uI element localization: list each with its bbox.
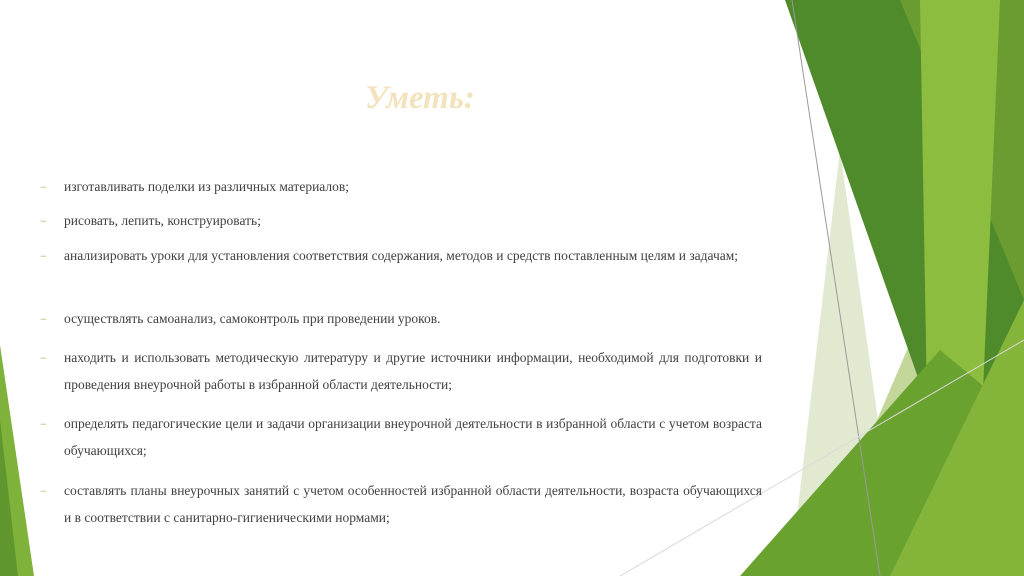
bullet-marker: − — [40, 214, 47, 228]
bullet-marker: − — [40, 249, 47, 263]
bullet-text: находить и использовать методическую литературу и другие источники информации, необходимой для подготовки и проведения внеурочной работы в избранной области деятельности; — [64, 350, 762, 392]
bullet-marker: − — [40, 484, 47, 498]
bullet-text: осуществлять самоанализ, самоконтроль при проведении уроков. — [64, 311, 441, 326]
bullet-text: определять педагогические цели и задачи организации внеурочной деятельности в избранной области с учетом возраста обучающихся; — [64, 416, 762, 458]
bullet-text: анализировать уроки для установления соответствия содержания, методов и средств поставленным целям и задачам; — [64, 248, 739, 263]
bullet-text: рисовать, лепить, конструировать; — [64, 213, 261, 228]
slide-title: Уметь: — [365, 80, 475, 116]
bullet-marker: − — [40, 312, 47, 326]
bullet-marker: − — [40, 180, 47, 194]
bullet-text: изготавливать поделки из различных материалов; — [64, 179, 350, 194]
bullet-text: составлять планы внеурочных занятий с учетом особенностей избранной области деятельности, возраста обучающихся и в соответствии с санитарно-гигиеническими нормами; — [64, 483, 762, 525]
bullet-marker: − — [40, 351, 47, 365]
bullet-marker: − — [40, 417, 47, 431]
